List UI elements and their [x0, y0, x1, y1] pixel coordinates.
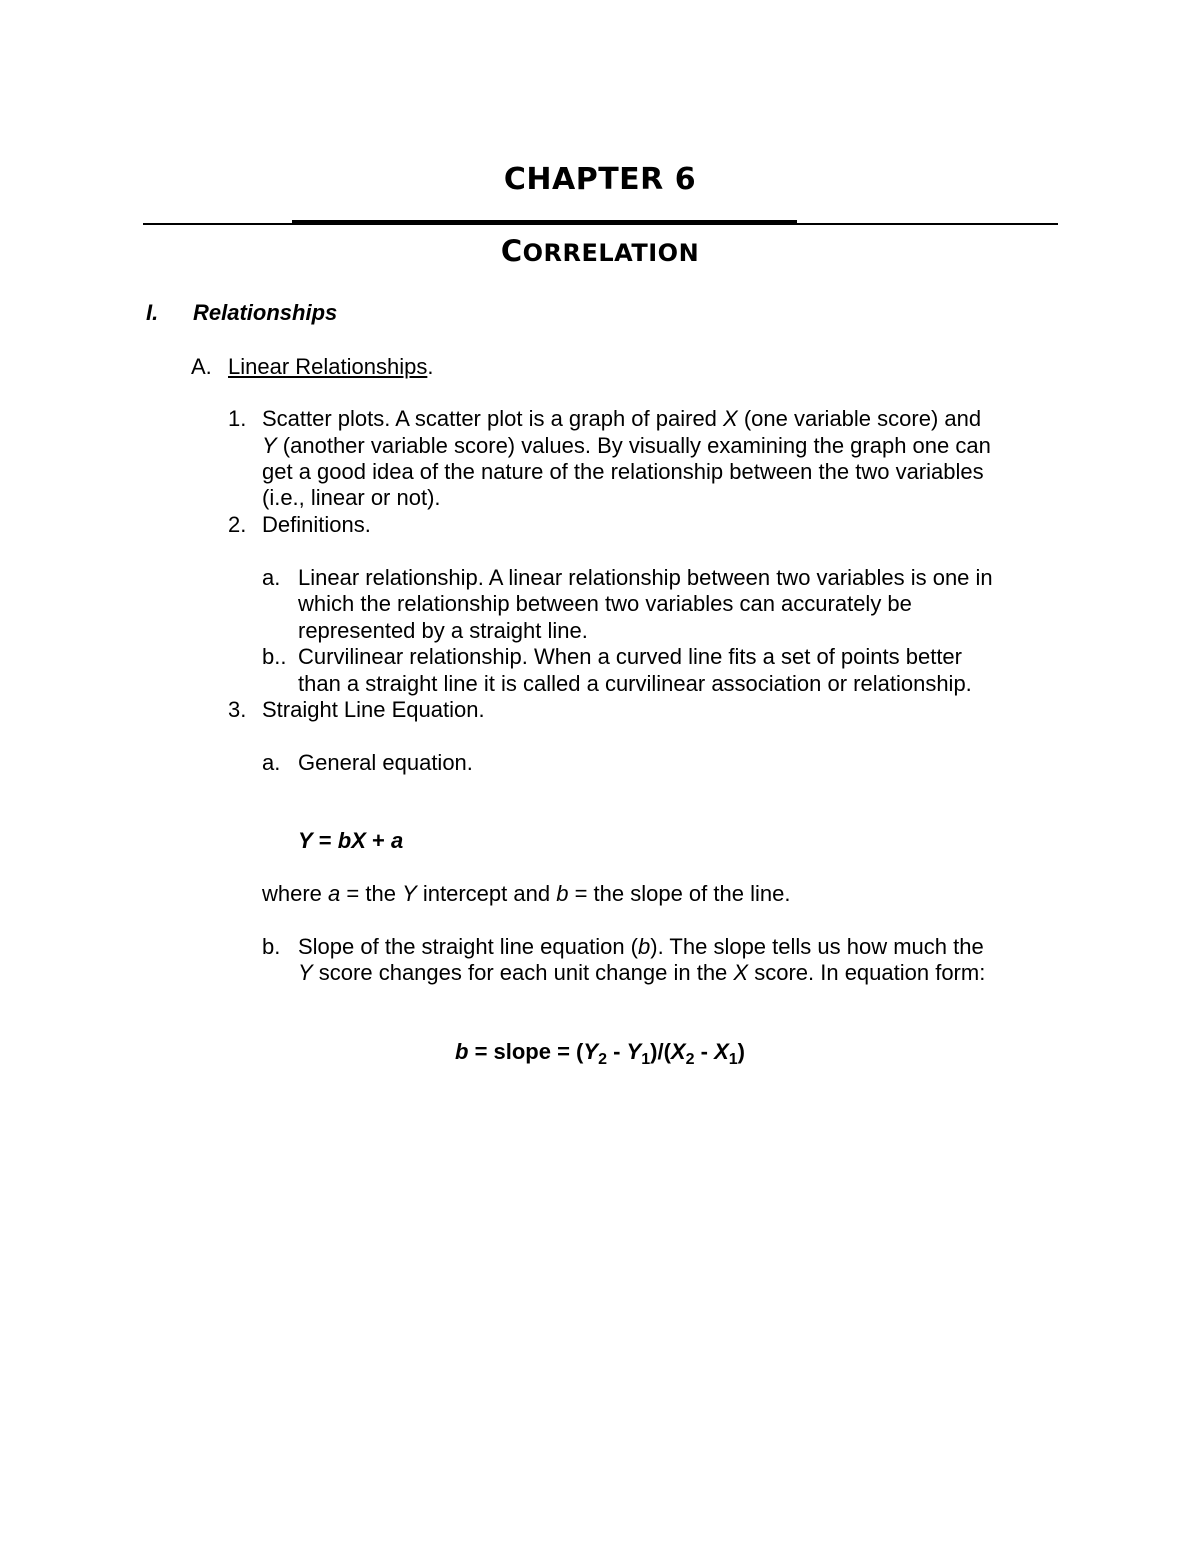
item3b-b: b: [638, 934, 651, 959]
eq-equals: =: [312, 828, 338, 853]
item2a-marker: a.: [262, 565, 281, 590]
item2a-line2: which the relationship between two variables can accurately be: [298, 591, 912, 616]
item3b-text-2: ). The slope tells us how much the: [650, 934, 984, 959]
part-numeral: I.: [146, 300, 159, 325]
where-y: Y: [402, 881, 417, 906]
item1-y-variable: Y: [262, 433, 277, 458]
item1-line4: (i.e., linear or not).: [262, 485, 441, 510]
item1-line2: [262, 433, 991, 459]
item3b-line1: [298, 934, 984, 960]
item1-line1: [262, 406, 981, 432]
slope-close: ): [737, 1039, 745, 1064]
item2b-marker: b..: [262, 644, 287, 669]
item2-label: Definitions.: [262, 512, 371, 537]
eq-x: X: [351, 828, 366, 853]
slope-mid: = slope = (: [468, 1039, 584, 1064]
slope-x1-sub: 1: [728, 1051, 738, 1068]
title-rule-thick: [292, 220, 797, 224]
slope-x2-sub: 2: [685, 1051, 695, 1068]
where-text-2: = the: [340, 881, 403, 906]
subsection-heading: [228, 354, 433, 380]
chapter-title: CHAPTER 6: [503, 162, 697, 197]
item1-line1-text: Scatter plots. A scatter plot is a graph of paired: [262, 406, 724, 431]
item1-line3: get a good idea of the nature of the relationship between the two variables: [262, 459, 984, 484]
item3a-label: General equation.: [298, 750, 473, 775]
slope-y2: Y: [583, 1039, 599, 1064]
where-text-3: intercept and: [416, 881, 557, 906]
slope-b: b: [455, 1039, 469, 1064]
where-a: a: [328, 881, 341, 906]
slope-y1: Y: [626, 1039, 642, 1064]
item1-marker: 1.: [228, 406, 247, 431]
item1-line2-text: (another variable score) values. By visually examining the graph one can: [276, 433, 991, 458]
section-title: [0, 234, 1200, 268]
item2b-line2: than a straight line it is called a curvilinear association or relationship.: [298, 671, 972, 696]
eq-y: Y: [298, 828, 313, 853]
eq-a: a: [390, 828, 404, 853]
subsection-trailing: .: [427, 354, 434, 379]
eq-b: b: [337, 828, 352, 853]
item2a-line3: represented by a straight line.: [298, 618, 588, 643]
item1-line1-rest: (one variable score) and: [737, 406, 982, 431]
item3a-marker: a.: [262, 750, 281, 775]
item3-marker: 3.: [228, 697, 247, 722]
slope-minus-2: -: [694, 1039, 715, 1064]
item2a-line1: Linear relationship. A linear relationship between two variables is one in: [298, 565, 993, 590]
item3b-x: X: [733, 960, 749, 985]
item2-marker: 2.: [228, 512, 247, 537]
slope-minus-1: -: [606, 1039, 627, 1064]
slope-equation: [0, 1039, 1200, 1068]
where-b: b: [556, 881, 569, 906]
slope-div: )/(: [650, 1039, 671, 1064]
slope-x1: X: [714, 1039, 729, 1064]
item3b-y: Y: [298, 960, 313, 985]
item3-label: Straight Line Equation.: [262, 697, 485, 722]
subsection-label: Linear Relationships: [228, 354, 428, 379]
slope-x2: X: [670, 1039, 686, 1064]
section-title-rest: ORRELATION: [522, 239, 700, 267]
where-text-1: where: [262, 881, 329, 906]
where-line: [262, 881, 790, 907]
slope-y2-sub: 2: [598, 1051, 607, 1068]
item3b-text-1: Slope of the straight line equation (: [298, 934, 639, 959]
part-heading: Relationships: [193, 300, 338, 325]
item3b-line2: [298, 960, 985, 986]
item3b-text-4: score. In equation form:: [748, 960, 986, 985]
item3b-marker: b.: [262, 934, 281, 959]
item1-x-variable: X: [723, 406, 738, 431]
section-title-initial: C: [500, 234, 523, 268]
item2b-line1: Curvilinear relationship. When a curved line fits a set of points better: [298, 644, 962, 669]
slope-y1-sub: 1: [641, 1051, 651, 1068]
eq-plus: +: [365, 828, 391, 853]
subsection-marker: A.: [191, 354, 212, 379]
general-equation: [298, 828, 403, 854]
where-text-4: = the slope of the line.: [568, 881, 791, 906]
item3b-text-3: score changes for each unit change in the: [312, 960, 734, 985]
